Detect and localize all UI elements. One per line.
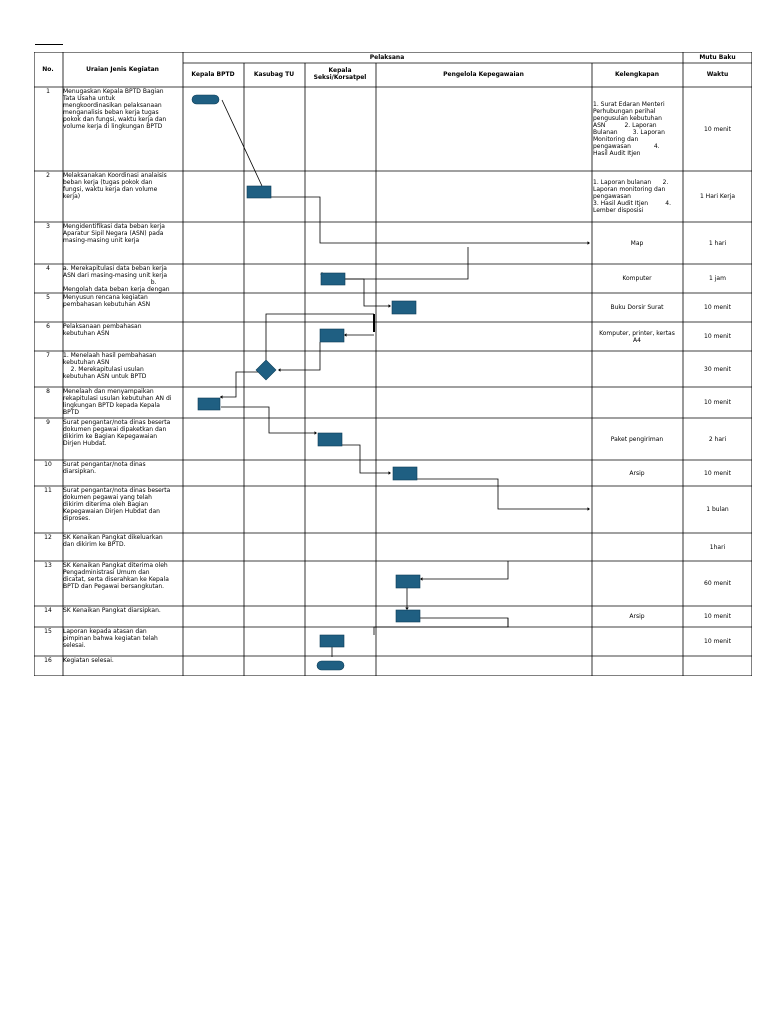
row-description: Menelaah dan menyampaikan rekapitulasi usulan kebutuhan AN di lingkungan BPTD kepada Kepala BPTD — [63, 388, 172, 416]
process-box — [247, 186, 271, 198]
row-description: Surat pengantar/nota dinas diarsipkan. — [63, 461, 146, 475]
arrow-head — [344, 333, 347, 337]
connector-10-11 — [417, 479, 589, 509]
row-description: Menugaskan Kepala BPTD Bagian Tata Usaha untuk mengkoordinasikan pelaksanaan menganalisis beban kerja tugas pokok dan fungsi, waktu kerja dan volume kerja di lingkungan BPTD — [63, 88, 167, 130]
row-description: SK Kenaikan Pangkat diarsipkan. — [63, 607, 161, 614]
row-description: Laporan kepada atasan dan pimpinan bahwa kegiatan telah selesai. — [63, 628, 158, 649]
connector-14-15 — [417, 618, 508, 627]
row-waktu: 10 menit — [704, 399, 731, 406]
connector-1-2 — [222, 100, 262, 186]
sop-flowchart-table — [34, 52, 752, 676]
process-box — [392, 301, 416, 314]
top-rule — [35, 44, 63, 45]
row-kelengkapan: Paket pengiriman — [610, 435, 664, 443]
connector-8-9 — [221, 407, 316, 433]
row-description: a. Merekapitulasi data beban kerja ASN dari masing-masing unit kerja b. Mengolah data beban kerja dengan — [63, 265, 170, 293]
row-description: SK Kenaikan Pangkat diterima oleh Pengadministrasi Umum dan dicatat, serta diserahkan ke Kepala BPTD dan Pegawai bersangkutan. — [63, 562, 169, 590]
row-description: Kegiatan selesai. — [63, 657, 114, 664]
row-number: 2 — [46, 172, 50, 179]
header-uraian: Uraian Jenis Kegiatan — [86, 66, 159, 73]
row-number: 7 — [46, 352, 50, 359]
row-number: 6 — [46, 323, 50, 330]
connector-14-15b — [374, 618, 508, 635]
row-description: 1. Menelaah hasil pembahasan kebutuhan ASN 2. Merekapitulasi usulan kebutuhan ASN untuk BPTD — [63, 352, 157, 380]
process-box — [320, 635, 344, 647]
row-waktu: 10 menit — [704, 304, 731, 311]
row-description: Pelaksanaan pembahasan kebutuhan ASN — [63, 323, 142, 337]
start-terminator — [192, 95, 219, 104]
row-waktu: 1 jam — [709, 275, 726, 282]
row-number: 4 — [46, 265, 50, 272]
row-number: 14 — [44, 607, 52, 614]
process-box — [396, 610, 420, 622]
arrow-head — [389, 471, 392, 475]
end-terminator — [317, 661, 344, 670]
row-number: 3 — [46, 223, 50, 230]
arrow-head — [278, 368, 281, 372]
row-kelengkapan: 1. Laporan bulanan 2. Laporan monitoring dan pengawasan 3. Hasil Audit Itjen 4. Lember disposisi — [593, 179, 672, 214]
header-kasubag-tu: Kasubag TU — [253, 71, 295, 78]
row-description: Surat pengantar/nota dinas beserta dokumen pegawai dipaketkan dan dikirim ke Bagian Kepegawaian Dirjen Hubdat. — [63, 419, 171, 447]
row-number: 10 — [44, 461, 52, 468]
connector-9-10 — [331, 445, 389, 473]
connector-4-5 — [345, 279, 389, 306]
row-waktu: 10 menit — [704, 469, 731, 477]
arrow-head — [405, 608, 409, 611]
connector-12-13 — [422, 561, 508, 579]
row-description: Mengidentifikasi data beban kerja Aparatur Sipil Negara (ASN) pada masing-masing unit kerja — [63, 223, 165, 244]
row-kelengkapan: Map — [630, 239, 644, 247]
row-waktu: 1 Hari Kerja — [699, 193, 736, 200]
row-number: 13 — [44, 562, 52, 569]
connector-2-3 — [271, 197, 589, 243]
connector-6-7 — [280, 342, 320, 370]
header-pelaksana: Pelaksana — [369, 54, 405, 61]
process-box — [318, 433, 342, 446]
header-mutu-baku: Mutu Baku — [699, 54, 736, 61]
row-kelengkapan: Arsip — [629, 469, 645, 477]
row-waktu: 10 menit — [704, 638, 731, 645]
header-pengelola: Pengelola Kepegawaian — [443, 71, 524, 78]
process-box — [393, 467, 417, 480]
decision-diamond — [256, 360, 276, 380]
row-number: 8 — [46, 388, 50, 395]
row-waktu: 1 hari — [708, 239, 727, 247]
arrow-head — [588, 507, 591, 511]
arrow-head — [389, 304, 392, 308]
row-waktu: 2 hari — [708, 435, 727, 443]
row-description: Surat pengantar/nota dinas beserta dokumen pegawai yang telah dikirim diterima oleh Bagian Kepegawaian Dirjen Hubdat dan diproses. — [63, 487, 171, 522]
header-kepala-bptd: Kepala BPTD — [191, 71, 235, 78]
process-box — [321, 273, 345, 285]
row-number: 5 — [46, 294, 50, 301]
row-description: SK Kenaikan Pangkat dikeluarkan dan dikirim ke BPTD. — [63, 534, 163, 548]
process-box — [320, 329, 344, 342]
row-number: 12 — [44, 534, 52, 541]
arrow-head — [220, 395, 223, 399]
process-box — [396, 575, 420, 588]
process-box — [198, 398, 220, 410]
row-description: Menyusun rencana kegiatan pembahasan kebutuhan ASN — [63, 294, 151, 308]
row-waktu: 10 menit — [704, 125, 731, 133]
arrow-head — [420, 577, 423, 581]
row-kelengkapan: Komputer, printer, kertas A4 — [599, 329, 675, 344]
row-kelengkapan: Arsip — [629, 613, 645, 620]
row-number: 11 — [44, 487, 52, 494]
row-kelengkapan: 1. Surat Edaran Menteri Perhubungan perihal pengusulan kebutuhan ASN 2. Laporan Bulanan 3. Laporan Monitoring dan pengawasan 4. Hasil Audit Itjen — [593, 101, 665, 157]
row-waktu: 60 menit — [704, 580, 731, 587]
row-kelengkapan: Buku Dorsir Surat — [610, 304, 664, 311]
row-number: 15 — [44, 628, 52, 635]
header-no: No. — [42, 66, 54, 73]
header-kepala-seksi: Kepala Seksi/Korsatpel — [313, 67, 367, 81]
row-waktu: 10 menit — [704, 613, 731, 620]
row-number: 16 — [44, 657, 52, 664]
row-number: 1 — [46, 88, 50, 95]
row-kelengkapan: Komputer — [622, 275, 652, 282]
arrow-head — [588, 241, 591, 245]
row-waktu: 10 menit — [704, 333, 731, 340]
row-waktu: 1hari — [709, 543, 726, 551]
row-description: Melaksanakan Koordinasi analaisis beban kerja (tugas pokok dan fungsi, waktu kerja dan volume kerja) — [63, 172, 167, 200]
header-waktu: Waktu — [706, 71, 729, 78]
row-waktu: 30 menit — [704, 365, 731, 373]
row-number: 9 — [46, 419, 50, 426]
header-kelengkapan: Kelengkapan — [615, 71, 659, 78]
arrow-head — [315, 431, 318, 435]
connector-7-8 — [220, 372, 266, 397]
row-waktu: 1 bulan — [706, 506, 729, 513]
